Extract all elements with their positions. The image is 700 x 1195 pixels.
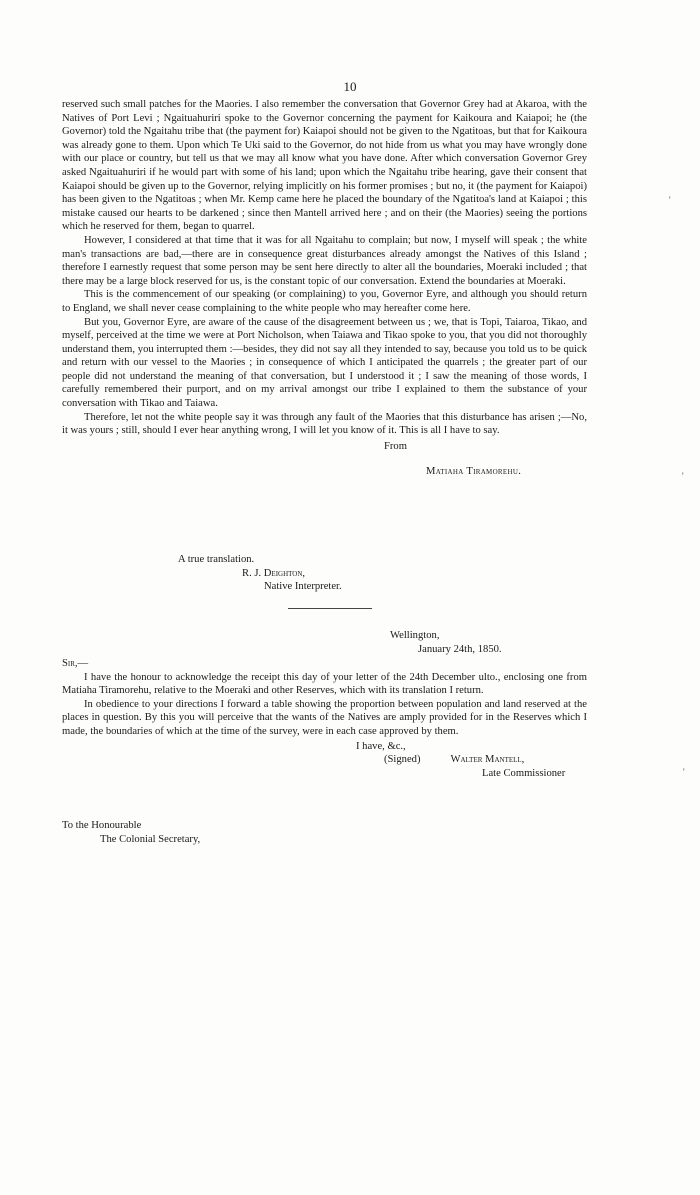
margin-mark: ' [683, 767, 685, 777]
addressee-line: The Colonial Secretary, [100, 833, 201, 845]
letter1-paragraph: Therefore, let not the white people say it was through any fault of the Maories that this disturbance has arisen ;—No, it was yours ; still, should I ever hear anything wrong, I will let you know of it. This is all I have to say. [62, 411, 587, 437]
signer-title: Late Commissioner [482, 767, 566, 779]
letter1-paragraph: But you, Governor Eyre, are aware of the cause of the disagreement between us ; we, that is Topi, Taiaroa, Tikao, and myself, perceived at the time we were at Port Nicholson, when Taiawa and Tikao spoke to you, that you did not thoroughly understand them, you interrupted them :—besides, they did not say all they intended to say, because you told us to be quick and return with our vessel to the Maories ; in consequence of which I anticipated the quarrels ; the greater part of our people did not understand the meaning of that conversation, but I understood it ; I saw the meaning of those words, I carefully remembered their purport, and on my arrival amongst our tribe I explained to them the substance of your conversation with Tikao and Taiawa. [62, 316, 587, 410]
letter1-paragraph: This is the commencement of our speaking (or complaining) to you, Governor Eyre, and although you should return to England, we shall never cease complaining to the white people who may hereafter come here. [62, 289, 587, 314]
translation-note: A true translation. [178, 554, 255, 565]
letter1-paragraph: reserved such small patches for the Maories. I also remember the conversation that Governor Grey had at Akaroa, with the Natives of Port Levi ; Ngaituahuriri spoke to the Governor concerning the payment for Kaikoura and Kaiapoi; he (the Governor) told the Ngaitahu tribe that (the payment for) Kaiapoi should not be given to the Ngatitoas, but that for Kaikoura was already gone to them. Upon which Te Uki said to the Governor, do not hide from us what you may have wrongly done with our place or country, but tell us that we may all know what you have done. After which conversation Governor Grey asked Ngaituahuriri if he would part with some of his land; upon which the Ngaitahu tribe hearing, gave their consent that Kaiapoi should be given up to the Governor, relying implicitly on his former promises ; but no, it (the payment for Kaiapoi) has been given to the Ngatitoas ; when Mr. Kemp came here he placed the boundary of the Ngatitoa's land at Kaiapoi ; this mistake caused our hearts to be darkened ; since then Mantell arrived here ; and on their (the Maories) seeing the portions which he reserved for them, began to quarrel. [62, 99, 587, 233]
translation-attestation [178, 553, 342, 594]
margin-mark: ' [669, 195, 671, 205]
dateline-date: January 24th, 1850. [418, 643, 502, 655]
margin-mark: ' [682, 471, 684, 481]
salutation: Sir,— [62, 658, 89, 669]
interpreter-name: R. J. Deighton, [242, 567, 306, 579]
section-divider [288, 608, 372, 609]
signer-name: Walter Mantell, [450, 754, 525, 766]
signed-label: (Signed) [384, 754, 421, 766]
addressee [62, 819, 200, 846]
sender-name: Matiaha Tiramorehu. [426, 466, 522, 478]
dateline-place: Wellington, [390, 630, 440, 641]
page-number: 10 [343, 79, 357, 94]
letter-from-mantell [62, 657, 587, 780]
signature-line [384, 753, 587, 767]
letter-from-tiramorehu [62, 98, 587, 479]
addressee-line: To the Honourable [62, 820, 142, 831]
letter2-paragraph: I have the honour to acknowledge the receipt this day of your letter of the 24th December ulto., enclosing one from Matiaha Tiramorehu, relative to the Moeraki and other Reserves, which with its translation I return. [62, 671, 587, 697]
letter2-paragraph: In obedience to your directions I forward a table showing the proportion between population and land reserved at the places in question. By this you will perceive that the wants of the Natives are amply provided for in the Reserves which I made, the boundaries of which at the time of the survey, were in each case approved by them. [62, 698, 587, 737]
letter-closing [62, 740, 587, 781]
closing-phrase: I have, &c., [356, 740, 406, 752]
interpreter-title: Native Interpreter. [264, 581, 342, 593]
letter1-paragraph: However, I considered at that time that it was for all Ngaitahu to complain; but now, I myself will speak ; the white man's transactions are bad,—there are in consequence great disturbances already amongst the Natives of this Island ; therefore I earnestly request that some person may be sent here directly to alter all the boundaries, Moeraki included ; that there may be a large block reserved for us, is the constant topic of our conversation. Extend the boundaries at Moeraki. [62, 234, 587, 287]
dateline [390, 629, 502, 656]
from-label: From [384, 440, 407, 452]
